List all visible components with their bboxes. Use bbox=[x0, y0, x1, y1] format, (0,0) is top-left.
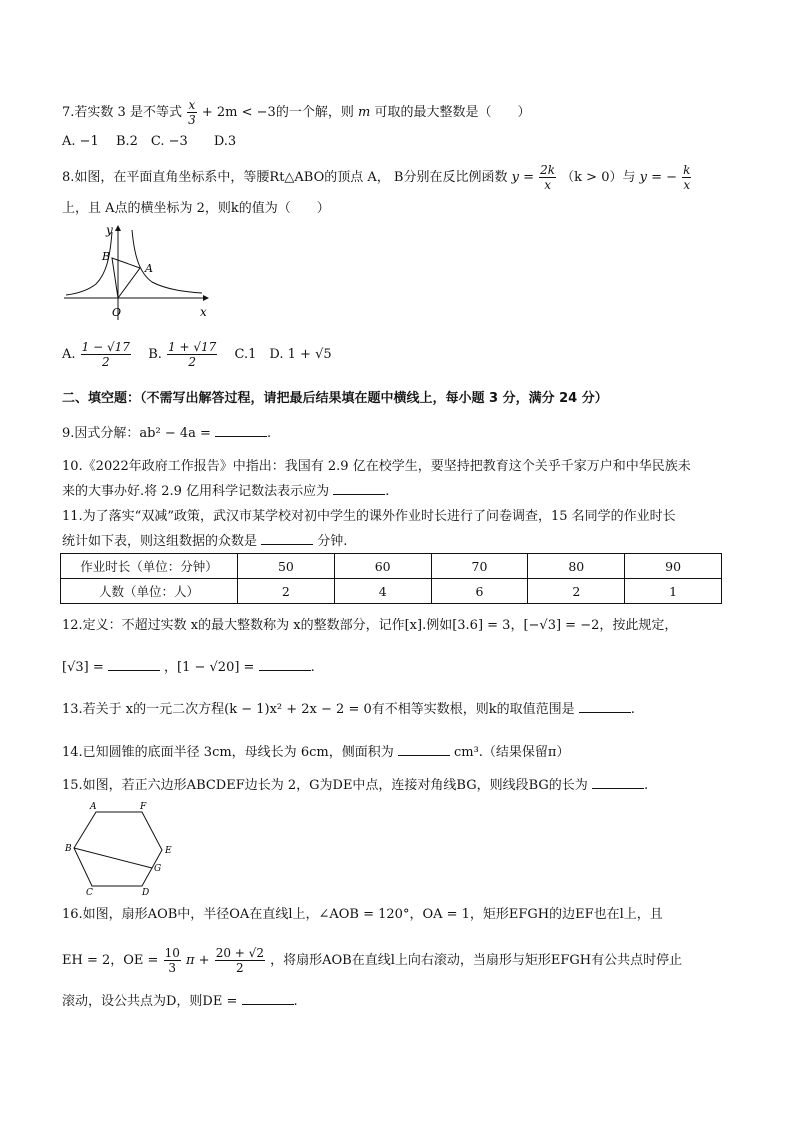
table-cell: 4 bbox=[334, 579, 431, 604]
question-16-line3: 滚动，设公共点为D，则DE = . bbox=[62, 994, 298, 1009]
question-7 bbox=[62, 98, 530, 127]
question-16-line1: 16.如图，扇形AOB中，半径OA在直线l上，∠AOB = 120°，OA = 1，矩形EFGH的边EF也在l上，且 bbox=[62, 907, 663, 922]
q10-answer-blank[interactable] bbox=[333, 482, 385, 495]
q13-answer-blank[interactable] bbox=[579, 700, 631, 713]
question-10-line2: 来的大事办好.将 2.9 亿用科学记数法表示应为 . bbox=[62, 484, 390, 499]
q7-tail: 可取的最大整数是（ ） bbox=[374, 105, 531, 120]
question-8-line2: 上，且 A点的横坐标为 2，则k的值为（ ） bbox=[62, 201, 330, 216]
label-A: A bbox=[90, 802, 97, 812]
q8-fraction-1: $\frac{2k}{x}$ bbox=[540, 163, 556, 192]
q16-fraction-1: $\frac{10}{3}$ bbox=[164, 946, 180, 975]
hexagon-abcdef bbox=[74, 812, 162, 886]
segment-bg bbox=[74, 848, 152, 868]
table-row bbox=[61, 579, 722, 604]
section-2-header: 二、填空题：（不需写出解答过程，请把最后结果填在题中横线上，每小题 3 分，满分 24 分） bbox=[62, 391, 608, 406]
question-16-line2: EH = 2，OE = $\frac{10}{3}$ π + $\frac{20 + √2}{2}$ ，将扇形AOB在直线l上向右滚动，当扇形与矩形EFGH有公共点时停止 bbox=[62, 946, 683, 975]
q9-answer-blank[interactable] bbox=[215, 424, 267, 437]
q8-options: A. $\frac{1 - √17}{2}$ B. $\frac{1 + √17}{2}$ C.1 D. 1 + √5 bbox=[62, 340, 332, 369]
question-12-line1: 12.定义：不超过实数 x的最大整数称为 x的整数部分，记作[x].例如[3.6] = 3，[−√3] = −2，按此规定， bbox=[62, 618, 678, 633]
q7-var: m bbox=[357, 105, 371, 120]
label-o: O bbox=[112, 306, 122, 319]
label-B: B bbox=[65, 844, 72, 854]
homework-time-table bbox=[60, 553, 722, 604]
q7-fraction: $\frac{x}{3}$ bbox=[188, 98, 196, 127]
table-cell: 6 bbox=[431, 579, 528, 604]
option-a-fraction: $\frac{1 - √17}{2}$ bbox=[81, 340, 130, 369]
q16-fraction-2: $\frac{20 + √2}{2}$ bbox=[215, 946, 264, 975]
q7-rest: + 2m < −3的一个解，则 bbox=[201, 105, 354, 120]
label-C: C bbox=[86, 888, 93, 896]
table-header-cell: 作业时长（单位：分钟） bbox=[61, 554, 238, 579]
q11-answer-blank[interactable] bbox=[261, 532, 313, 545]
question-14: 14.已知圆锥的底面半径 3cm，母线长为 6cm，侧面积为 cm³.（结果保留π） bbox=[62, 745, 570, 760]
table-row bbox=[61, 554, 722, 579]
table-cell: 90 bbox=[625, 554, 722, 579]
q7-prefix: 7.若实数 3 是不等式 bbox=[62, 105, 182, 120]
question-8-line1: 8.如图，在平面直角坐标系中，等腰Rt△ABO的顶点 A， B分别在反比例函数 y = $\frac{2k}{x}$ （k > 0）与 y = − $\frac{k}{x}$ bbox=[62, 163, 691, 192]
q15-answer-blank[interactable] bbox=[592, 776, 644, 789]
question-10-line1: 10.《2022年政府工作报告》中指出：我国有 2.9 亿在校学生，要坚持把教育这个关乎千家万户和中华民族未 bbox=[62, 459, 691, 474]
q7-options: A. −1 B.2 C. −3 D.3 bbox=[62, 134, 237, 149]
table-cell: 50 bbox=[238, 554, 335, 579]
label-G: G bbox=[154, 864, 162, 874]
table-cell: 60 bbox=[334, 554, 431, 579]
q12-answer-blank-2[interactable] bbox=[259, 658, 311, 671]
label-b: B bbox=[102, 250, 111, 263]
triangle-abo bbox=[112, 258, 140, 298]
question-15: 15.如图，若正六边形ABCDEF边长为 2，G为DE中点，连接对角线BG，则线段BG的长为 . bbox=[62, 778, 649, 793]
table-cell: 1 bbox=[625, 579, 722, 604]
table-cell: 2 bbox=[238, 579, 335, 604]
table-header-cell: 人数（单位：人） bbox=[61, 579, 238, 604]
question-12-line2: [√3] = ，[1 − √20] = . bbox=[62, 660, 315, 675]
label-x: x bbox=[200, 305, 207, 319]
label-y: y bbox=[106, 223, 113, 237]
curve-left-negative bbox=[66, 232, 112, 295]
q8-figure bbox=[62, 222, 212, 322]
q14-answer-blank[interactable] bbox=[398, 743, 450, 756]
table-cell: 70 bbox=[431, 554, 528, 579]
question-9: 9.因式分解：ab² − 4a = . bbox=[62, 426, 272, 441]
label-E: E bbox=[165, 846, 172, 856]
label-F: F bbox=[140, 802, 147, 812]
label-D: D bbox=[142, 888, 150, 896]
curve-right-positive bbox=[132, 230, 202, 293]
question-13: 13.若关于 x的一元二次方程(k − 1)x² + 2x − 2 = 0有不相等实数根，则k的取值范围是 . bbox=[62, 702, 635, 717]
q15-hexagon-figure bbox=[62, 800, 182, 896]
question-11-line2: 统计如下表，则这组数据的众数是 分钟. bbox=[62, 534, 348, 549]
question-11-line1: 11.为了落实“双减”政策，武汉市某学校对初中学生的课外作业时长进行了问卷调查，15 名同学的作业时长 bbox=[62, 509, 676, 524]
option-b-fraction: $\frac{1 + √17}{2}$ bbox=[168, 340, 217, 369]
q8-fraction-2: $\frac{k}{x}$ bbox=[683, 163, 691, 192]
label-a: A bbox=[145, 262, 153, 275]
table-cell: 2 bbox=[528, 579, 625, 604]
q16-answer-blank[interactable] bbox=[242, 992, 294, 1005]
table-cell: 80 bbox=[528, 554, 625, 579]
q12-answer-blank-1[interactable] bbox=[108, 658, 160, 671]
